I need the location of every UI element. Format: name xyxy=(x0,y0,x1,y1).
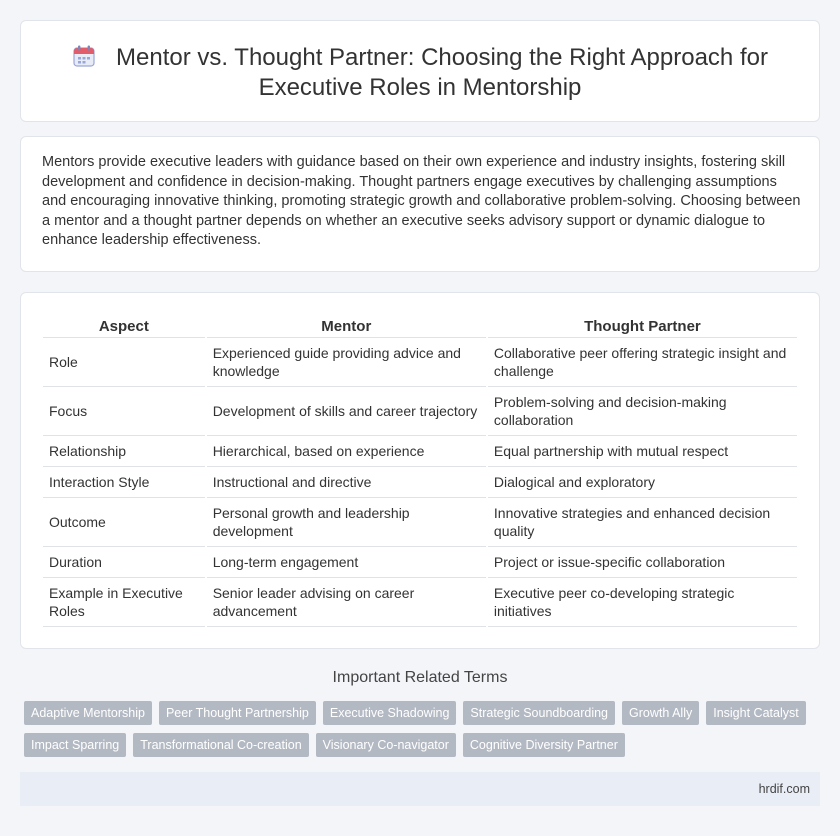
tag-impact-sparring[interactable]: Impact Sparring xyxy=(24,733,126,757)
header-thought-partner: Thought Partner xyxy=(488,316,797,338)
table-row xyxy=(43,387,797,436)
cell-mentor: Senior leader advising on career advancement xyxy=(207,578,486,627)
cell-mentor: Experienced guide providing advice and knowledge xyxy=(207,338,486,387)
tag-row xyxy=(24,701,814,725)
related-terms-title: Important Related Terms xyxy=(332,669,508,686)
tag-transformational-co-creation[interactable]: Transformational Co-creation xyxy=(133,733,308,757)
comparison-table xyxy=(41,316,799,627)
cell-aspect: Focus xyxy=(43,387,205,436)
tag-growth-ally[interactable]: Growth Ally xyxy=(622,701,699,725)
table-row xyxy=(43,436,797,467)
comparison-card xyxy=(20,292,820,649)
tag-insight-catalyst[interactable]: Insight Catalyst xyxy=(706,701,805,725)
related-terms-tags xyxy=(24,701,814,765)
tag-adaptive-mentorship[interactable]: Adaptive Mentorship xyxy=(24,701,152,725)
table-header-row xyxy=(43,316,797,338)
tag-peer-thought-partnership[interactable]: Peer Thought Partnership xyxy=(159,701,316,725)
tag-executive-shadowing[interactable]: Executive Shadowing xyxy=(323,701,457,725)
cell-aspect: Relationship xyxy=(43,436,205,467)
cell-thought-partner: Problem-solving and decision-making collaboration xyxy=(488,387,797,436)
cell-thought-partner: Dialogical and exploratory xyxy=(488,467,797,498)
cell-thought-partner: Innovative strategies and enhanced decision quality xyxy=(488,498,797,547)
cell-mentor: Development of skills and career trajectory xyxy=(207,387,486,436)
calendar-icon xyxy=(72,44,96,68)
cell-thought-partner: Executive peer co-developing strategic initiatives xyxy=(488,578,797,627)
page-title-wrap xyxy=(61,43,779,103)
cell-thought-partner: Collaborative peer offering strategic insight and challenge xyxy=(488,338,797,387)
table-row xyxy=(43,338,797,387)
cell-mentor: Personal growth and leadership development xyxy=(207,498,486,547)
tag-cognitive-diversity-partner[interactable]: Cognitive Diversity Partner xyxy=(463,733,625,757)
cell-aspect: Role xyxy=(43,338,205,387)
cell-aspect: Example in Executive Roles xyxy=(43,578,205,627)
table-row xyxy=(43,547,797,578)
table-row xyxy=(43,467,797,498)
cell-thought-partner: Equal partnership with mutual respect xyxy=(488,436,797,467)
tag-visionary-co-navigator[interactable]: Visionary Co-navigator xyxy=(316,733,456,757)
table-row xyxy=(43,498,797,547)
intro-card xyxy=(20,136,820,272)
cell-mentor: Long-term engagement xyxy=(207,547,486,578)
cell-mentor: Instructional and directive xyxy=(207,467,486,498)
footer-site-link[interactable]: hrdif.com xyxy=(758,782,810,796)
cell-thought-partner: Project or issue-specific collaboration xyxy=(488,547,797,578)
footer xyxy=(20,772,820,806)
header-aspect: Aspect xyxy=(43,316,205,338)
table-row xyxy=(43,578,797,627)
tag-strategic-soundboarding[interactable]: Strategic Soundboarding xyxy=(463,701,615,725)
tag-row xyxy=(24,733,814,757)
page-title: Mentor vs. Thought Partner: Choosing the Right Approach for Executive Roles in Mentorship xyxy=(116,44,768,101)
header-mentor: Mentor xyxy=(207,316,486,338)
cell-aspect: Interaction Style xyxy=(43,467,205,498)
cell-mentor: Hierarchical, based on experience xyxy=(207,436,486,467)
intro-paragraph: Mentors provide executive leaders with guidance based on their own experience and industry insights, fostering skill development and confidence in decision-making. Thought partners engage executives by challenging assumptions and encouraging innovative thinking, promoting strategic growth and collaborative problem-solving. Choosing between a mentor and a thought partner depends on whether an executive seeks advisory support or dynamic dialogue to enhance leadership effectiveness. xyxy=(42,154,801,249)
cell-aspect: Duration xyxy=(43,547,205,578)
header-card xyxy=(20,20,820,122)
cell-aspect: Outcome xyxy=(43,498,205,547)
